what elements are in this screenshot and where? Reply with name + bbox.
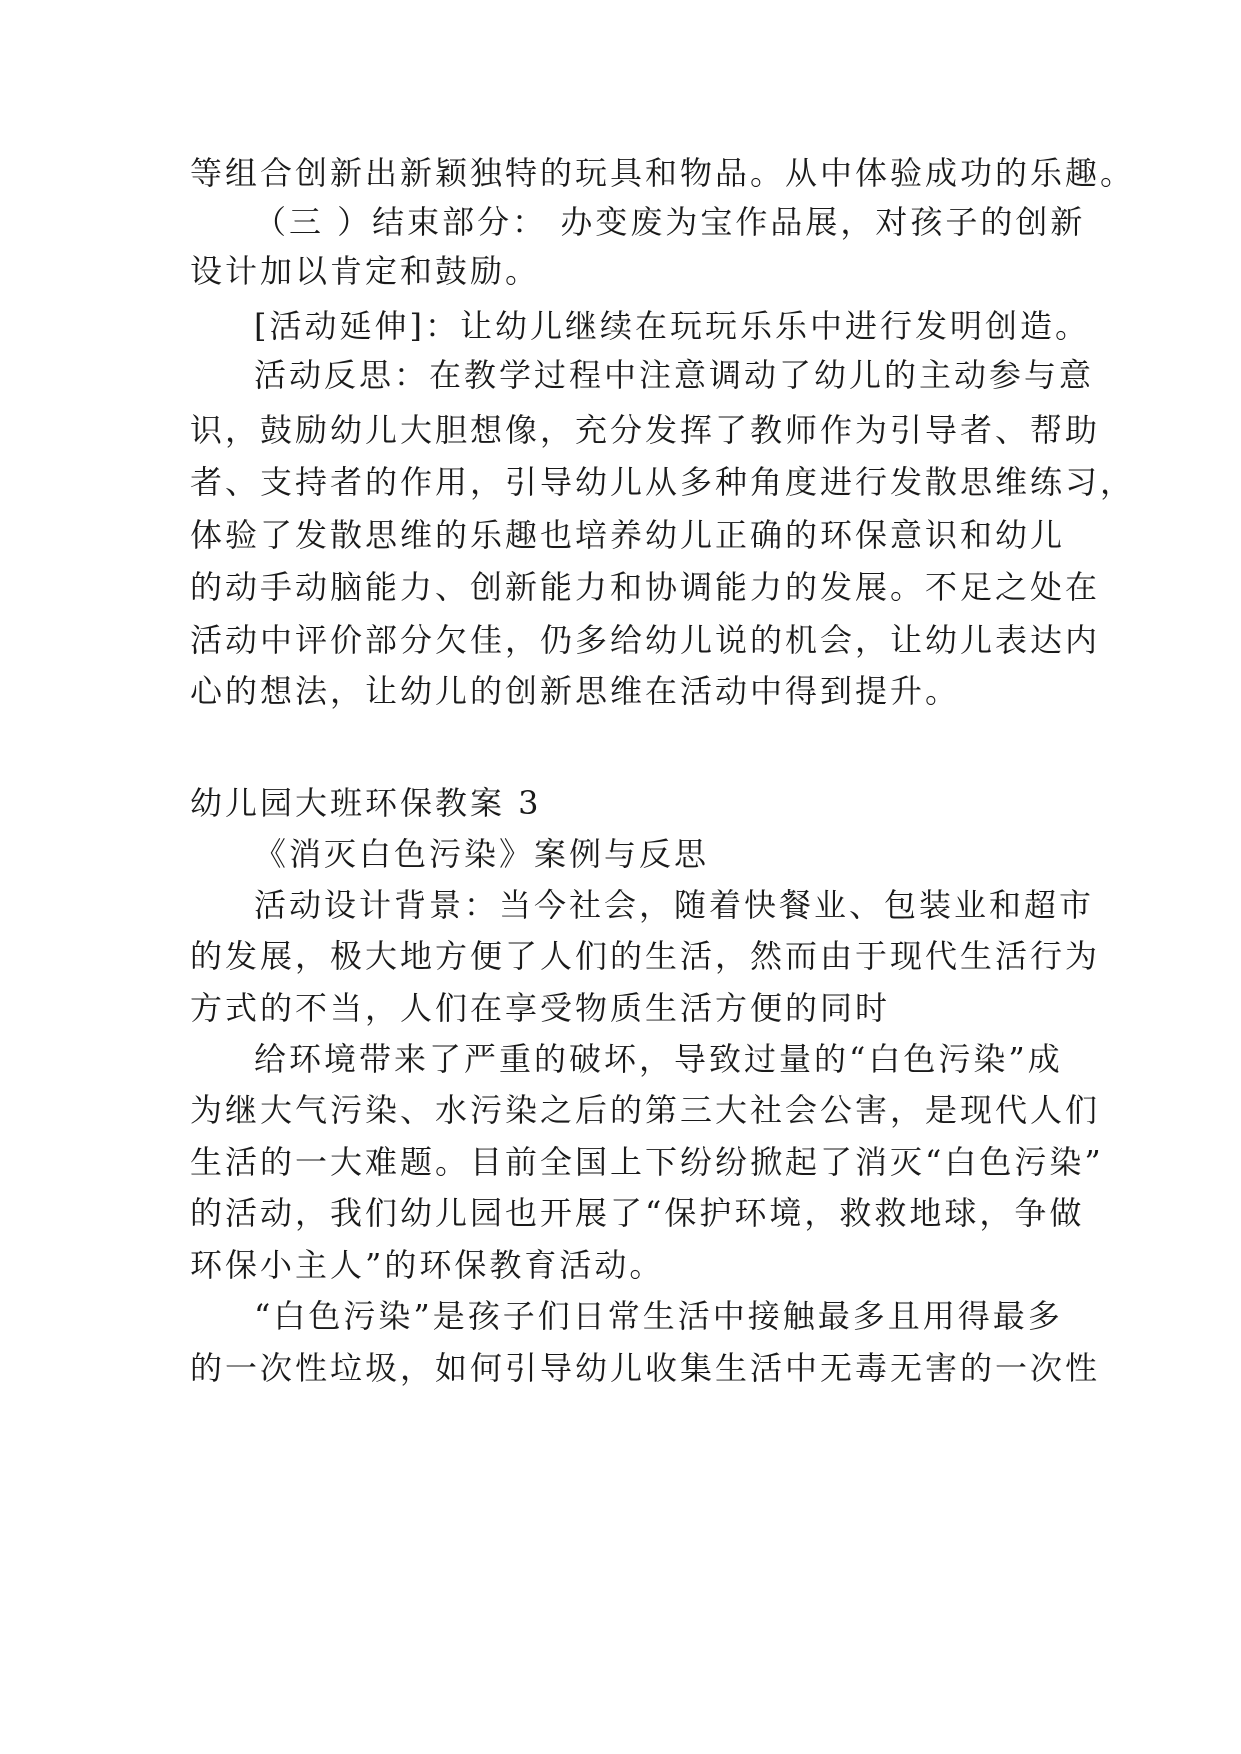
reflection-line: 活动中评价部分欠佳，仍多给幼儿说的机会，让幼儿表达内 xyxy=(190,621,1101,659)
text-line: 等组合创新出新颖独特的玩具和物品。从中体验成功的乐趣。 xyxy=(190,154,1136,192)
background-line: 的发展，极大地方便了人们的生活，然而由于现代生活行为 xyxy=(190,937,1101,975)
case-title: 《消灭白色污染》案例与反思 xyxy=(254,835,710,873)
reflection-line: 识，鼓励幼儿大胆想像，充分发挥了教师作为引导者、帮助 xyxy=(190,411,1101,449)
paragraph-line: 给环境带来了严重的破坏，导致过量的“白色污染”成 xyxy=(254,1040,1063,1078)
section-heading: 幼儿园大班环保教案 3 xyxy=(190,784,542,822)
reflection-line: 的动手动脑能力、创新能力和协调能力的发展。不足之处在 xyxy=(190,568,1101,606)
background-line: 方式的不当，人们在享受物质生活方便的同时 xyxy=(190,989,891,1027)
reflection-line: 体验了发散思维的乐趣也培养幼儿正确的环保意识和幼儿 xyxy=(190,516,1066,554)
paragraph-line: 的活动，我们幼儿园也开展了“保护环境，救救地球，争做 xyxy=(190,1194,1085,1232)
paragraph-line: “白色污染”是孩子们日常生活中接触最多且用得最多 xyxy=(254,1297,1063,1335)
closing-section-heading: （三 ）结束部分： 办变废为宝作品展，对孩子的创新 xyxy=(254,203,1086,241)
paragraph-line: 环保小主人”的环保教育活动。 xyxy=(190,1246,665,1284)
paragraph-line: 为继大气污染、水污染之后的第三大社会公害，是现代人们 xyxy=(190,1091,1101,1129)
reflection-line: 活动反思：在教学过程中注意调动了幼儿的主动参与意 xyxy=(254,356,1095,394)
reflection-line: 心的想法，让幼儿的创新思维在活动中得到提升。 xyxy=(190,672,961,710)
text-line: 设计加以肯定和鼓励。 xyxy=(190,252,541,290)
activity-extension: [活动延伸]：让幼儿继续在玩玩乐乐中进行发明创造。 xyxy=(254,307,1090,345)
background-line: 活动设计背景：当今社会，随着快餐业、包装业和超市 xyxy=(254,886,1095,924)
paragraph-line: 的一次性垃圾，如何引导幼儿收集生活中无毒无害的一次性 xyxy=(190,1349,1101,1387)
paragraph-line: 生活的一大难题。目前全国上下纷纷掀起了消灭“白色污染” xyxy=(190,1143,1104,1181)
reflection-line: 者、支持者的作用，引导幼儿从多种角度进行发散思维练习， xyxy=(190,463,1136,501)
